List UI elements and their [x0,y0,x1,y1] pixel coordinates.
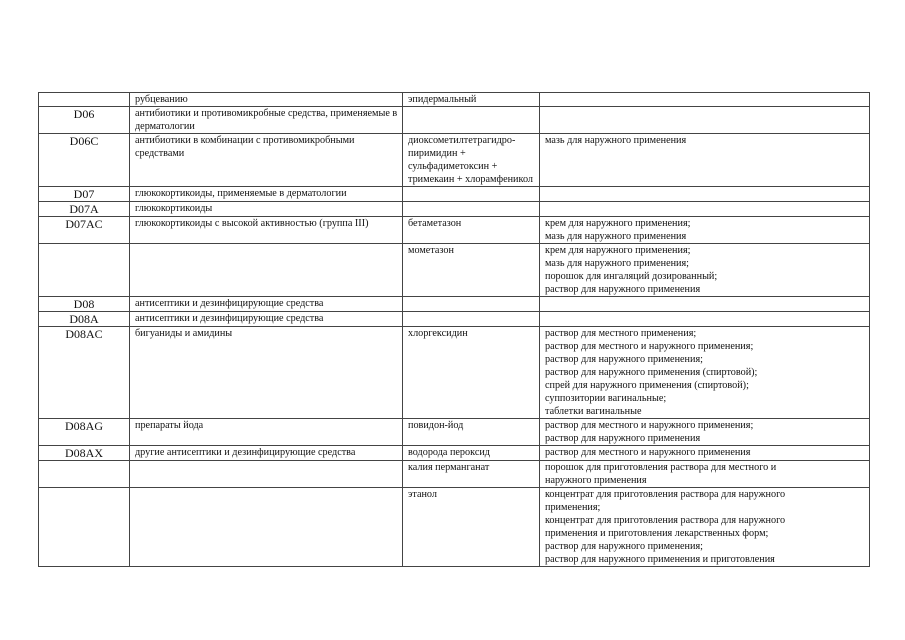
group-name-cell: глюкокортикоиды, применяемые в дерматологии [130,187,403,202]
table-row [39,217,870,244]
dosage-form-cell [540,297,870,312]
dosage-form-cell [540,312,870,327]
cell-text-line: раствор для наружного применения; [545,541,703,552]
drug-name-cell: хлоргексидин [403,327,540,419]
drug-name-cell: повидон-йод [403,419,540,446]
atc-code-cell: D08AX [39,446,130,461]
cell-text-line: применения; [545,502,601,513]
dosage-form-cell [540,419,870,446]
drug-name-cell [403,107,540,134]
table-row [39,446,870,461]
atc-code-cell: D08 [39,297,130,312]
dosage-form-cell [540,461,870,488]
atc-code-cell: D08A [39,312,130,327]
cell-text-line: спрей для наружного применения (спиртовой); [545,380,749,391]
table-row [39,297,870,312]
atc-code-cell [39,93,130,107]
atc-code-cell: D07A [39,202,130,217]
cell-text-line: таблетки вагинальные [545,406,642,417]
cell-text-line: концентрат для приготовления раствора для наружного [545,489,786,500]
dosage-form-cell [540,187,870,202]
cell-text-line: крем для наружного применения; [545,245,691,256]
cell-text-line: наружного применения [545,475,647,486]
table-row [39,93,870,107]
cell-text-line: порошок для приготовления раствора для местного и [545,462,777,473]
drug-name-cell [403,297,540,312]
cell-text-line: мазь для наружного применения [545,231,687,242]
table-row [39,488,870,567]
atc-code-cell [39,244,130,297]
cell-text-line: крем для наружного применения; [545,218,691,229]
atc-code-cell: D07AC [39,217,130,244]
dosage-form-cell [540,217,870,244]
group-name-cell: бигуаниды и амидины [130,327,403,419]
drug-name-cell: мометазон [403,244,540,297]
group-name-cell: глюкокортикоиды с высокой активностью (группа III) [130,217,403,244]
drug-name-cell: этанол [403,488,540,567]
atc-code-cell: D06C [39,134,130,187]
atc-code-cell: D08AC [39,327,130,419]
atc-code-cell: D07 [39,187,130,202]
cell-text-line: порошок для ингаляций дозированный; [545,271,718,282]
atc-code-cell: D08AG [39,419,130,446]
group-name-cell: другие антисептики и дезинфицирующие средства [130,446,403,461]
group-name-cell: антибиотики и противомикробные средства, применяемые в дерматологии [130,107,403,134]
drug-name-cell: водорода пероксид [403,446,540,461]
group-name-cell: антисептики и дезинфицирующие средства [130,312,403,327]
cell-text-line: мазь для наружного применения; [545,258,690,269]
drug-name-cell: диоксометилтетрагидро-пиримидин + сульфадиметоксин + тримекаин + хлорамфеникол [403,134,540,187]
dosage-form-cell [540,244,870,297]
table-row [39,187,870,202]
group-name-cell: рубцеванию [130,93,403,107]
dosage-form-cell: мазь для наружного применения [540,134,870,187]
dosage-form-cell [540,202,870,217]
table-row [39,107,870,134]
group-name-cell: антисептики и дезинфицирующие средства [130,297,403,312]
cell-text-line: раствор для местного применения; [545,328,697,339]
drug-name-cell: эпидермальный [403,93,540,107]
cell-text-line: раствор для наружного применения; [545,354,703,365]
table-row [39,312,870,327]
drug-name-cell: бетаметазон [403,217,540,244]
table-row [39,461,870,488]
cell-text-line: раствор для местного и наружного применения; [545,341,754,352]
cell-text-line: раствор для наружного применения [545,433,701,444]
cell-text-line: концентрат для приготовления раствора для наружного [545,515,786,526]
drug-name-cell: калия перманганат [403,461,540,488]
dosage-form-cell [540,107,870,134]
dosage-form-cell: раствор для местного и наружного применения [540,446,870,461]
atc-code-cell [39,488,130,567]
group-name-cell [130,461,403,488]
atc-code-cell [39,461,130,488]
table-row [39,244,870,297]
cell-text-line: раствор для наружного применения [545,284,701,295]
cell-text-line: раствор для местного и наружного применения; [545,420,754,431]
group-name-cell: глюкокортикоиды [130,202,403,217]
cell-text-line: раствор для наружного применения и приготовления [545,554,775,565]
table-row [39,134,870,187]
group-name-cell: препараты йода [130,419,403,446]
medicines-table [38,92,870,567]
dosage-form-cell [540,93,870,107]
table-row [39,419,870,446]
table-row [39,202,870,217]
cell-text-line: применения и приготовления лекарственных форм; [545,528,769,539]
cell-text-line: суппозитории вагинальные; [545,393,667,404]
table-row [39,327,870,419]
drug-name-cell [403,202,540,217]
drug-name-cell [403,312,540,327]
group-name-cell: антибиотики в комбинации с противомикробными средствами [130,134,403,187]
cell-text-line: раствор для наружного применения (спиртовой); [545,367,758,378]
group-name-cell [130,244,403,297]
drug-name-cell [403,187,540,202]
atc-code-cell: D06 [39,107,130,134]
dosage-form-cell [540,327,870,419]
group-name-cell [130,488,403,567]
dosage-form-cell [540,488,870,567]
